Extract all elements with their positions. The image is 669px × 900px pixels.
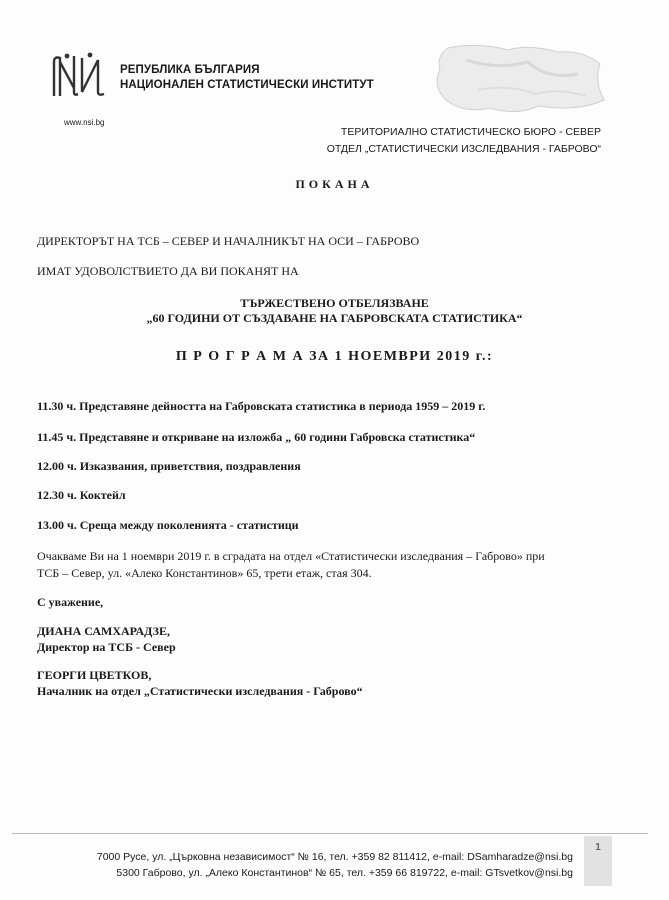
- footer-address-gabrovo: 5300 Габрово, ул. „Алеко Константинов“ № 65, тел. +359 66 819722, e-mail: GTsvetkov@nsi.bg: [116, 867, 573, 879]
- signer-1-title: Директор на ТСБ - Север: [37, 640, 176, 654]
- footer-address-ruse: 7000 Русе, ул. „Църковна независимост“ № 16, тел. +359 82 811412, e-mail: DSamharadze@nsi.bg: [96, 851, 573, 863]
- document-title: ПОКАНА: [295, 177, 374, 191]
- program-item: 11.45 ч. Представяне и откриване на изложба „ 60 години Габровска статистика“: [37, 430, 476, 444]
- footer-divider: [12, 833, 648, 834]
- intro-line-1: ДИРЕКТОРЪТ НА ТСБ – СЕВЕР И НАЧАЛНИКЪТ НА ОСИ – ГАБРОВО: [37, 234, 420, 248]
- nsi-logo-icon: [52, 52, 114, 98]
- org-name-line2: НАЦИОНАЛЕН СТАТИСТИЧЕСКИ ИНСТИТУТ: [120, 79, 374, 91]
- intro-line-2: ИМАТ УДОВОЛСТВИЕТО ДА ВИ ПОКАНЯТ НА: [37, 264, 299, 278]
- signer-2-title: Началник на отдел „Статистически изследвания - Габрово“: [37, 684, 363, 698]
- signer-1-name: ДИАНА САМХАРАДЗЕ,: [37, 624, 171, 638]
- website-link[interactable]: www.nsi.bg: [64, 118, 105, 127]
- branch-name: ТЕРИТОРИАЛНО СТАТИСТИЧЕСКО БЮРО - СЕВЕР: [340, 126, 601, 138]
- page-number: 1: [595, 842, 601, 853]
- venue-paragraph: [37, 548, 627, 582]
- bulgaria-map-icon: [418, 40, 618, 120]
- program-heading: П Р О Г Р А М А ЗА 1 НОЕМВРИ 2019 г.:: [175, 349, 494, 364]
- event-title-line-2: „60 ГОДИНИ ОТ СЪЗДАВАНЕ НА ГАБРОВСКАТА СТАТИСТИКА“: [146, 311, 523, 325]
- org-name-line1: РЕПУБЛИКА БЪЛГАРИЯ: [120, 64, 260, 76]
- program-item: 11.30 ч. Представяне дейността на Габровската статистика в периода 1959 – 2019 г.: [37, 399, 486, 413]
- program-item: 12.30 ч. Коктейл: [37, 488, 126, 502]
- venue-paragraph-line-2: ТСБ – Север, ул. «Алеко Константинов» 65, трети етаж, стая 304.: [37, 566, 372, 580]
- signer-2-name: ГЕОРГИ ЦВЕТКОВ,: [37, 668, 152, 682]
- venue-paragraph-line-1: Очакваме Ви на 1 ноември 2019 г. в сградата на отдел «Статистически изследвания – Габрово» при: [37, 549, 545, 563]
- program-item: 12.00 ч. Изказвания, приветствия, поздравления: [37, 459, 301, 473]
- closing-salutation: С уважение,: [37, 595, 104, 609]
- program-item: 13.00 ч. Среща между поколенията - статистици: [37, 518, 299, 532]
- event-title-line-1: ТЪРЖЕСТВЕНО ОТБЕЛЯЗВАНЕ: [240, 296, 429, 310]
- department-name: ОТДЕЛ „СТАТИСТИЧЕСКИ ИЗСЛЕДВАНИЯ - ГАБРОВО“: [326, 143, 601, 155]
